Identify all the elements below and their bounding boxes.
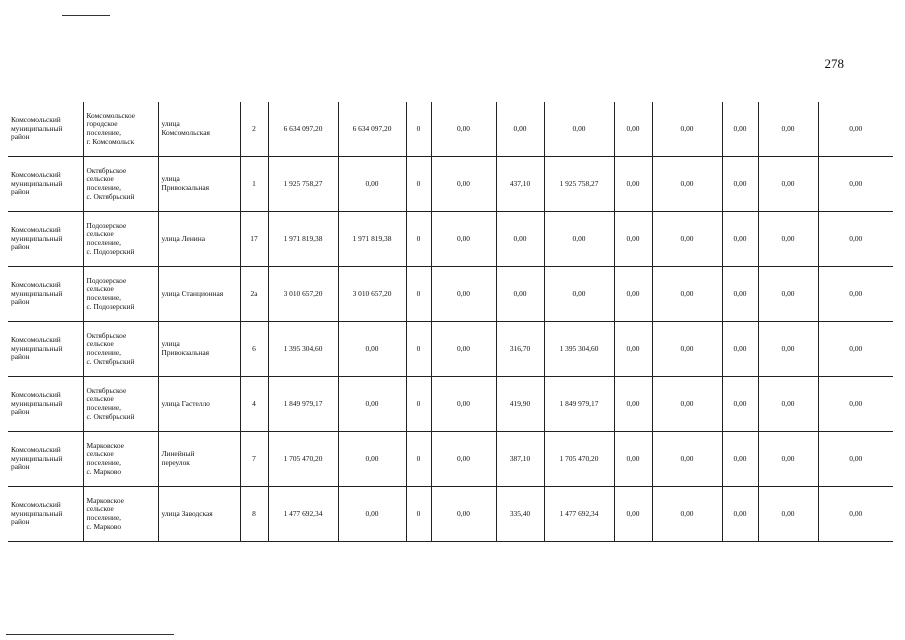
settlement-cell-line: с. Октябрьский xyxy=(86,191,135,201)
table-body xyxy=(8,102,893,542)
district-cell-line: Комсомольский xyxy=(11,335,61,345)
value-cell-3: 0 xyxy=(406,377,431,432)
settlement-cell-line: сельское xyxy=(86,229,114,239)
street-cell-line: Комсомольская xyxy=(161,128,210,137)
value-cell-7: 0,00 xyxy=(614,157,652,212)
house-number-cell: 17 xyxy=(240,212,268,267)
settlement-cell-line: сельское xyxy=(86,449,114,459)
value-cell-3: 0 xyxy=(406,212,431,267)
district-cell-line: район xyxy=(11,407,30,417)
settlement-cell-line: Марковское xyxy=(86,440,124,450)
value-cell-5: 419,90 xyxy=(496,377,544,432)
page-number: 278 xyxy=(824,56,844,71)
value-cell-4: 0,00 xyxy=(431,432,496,487)
value-cell-9: 0,00 xyxy=(722,212,758,267)
settlement-cell xyxy=(83,432,158,487)
house-number-cell: 2а xyxy=(240,267,268,322)
district-cell-line: район xyxy=(11,297,30,307)
district-cell-line: муниципальный xyxy=(11,288,63,298)
street-cell xyxy=(158,377,240,432)
settlement-cell-line: сельское xyxy=(86,174,114,184)
value-cell-3: 0 xyxy=(406,102,431,157)
value-cell-8: 0,00 xyxy=(652,157,722,212)
settlement-cell-line: сельское xyxy=(86,394,114,404)
settlement-cell-line: поселение, xyxy=(86,348,121,357)
settlement-cell-line: сельское xyxy=(86,284,114,294)
value-cell-11: 0,00 xyxy=(818,212,893,267)
district-cell-line: Комсомольский xyxy=(11,115,61,125)
street-cell-line: Привокзальная xyxy=(161,348,210,357)
value-cell-10: 0,00 xyxy=(758,157,818,212)
value-cell-8: 0,00 xyxy=(652,487,722,542)
value-cell-9: 0,00 xyxy=(722,157,758,212)
value-cell-7: 0,00 xyxy=(614,322,652,377)
district-cell xyxy=(8,157,83,212)
street-cell xyxy=(158,322,240,377)
street-cell xyxy=(158,487,240,542)
value-cell-9: 0,00 xyxy=(722,102,758,157)
value-cell-5: 0,00 xyxy=(496,267,544,322)
value-cell-6: 0,00 xyxy=(544,267,614,322)
district-cell-line: муниципальный xyxy=(11,233,63,243)
value-cell-2: 3 010 657,20 xyxy=(338,267,406,322)
value-cell-5: 316,70 xyxy=(496,322,544,377)
value-cell-7: 0,00 xyxy=(614,487,652,542)
district-cell-line: район xyxy=(11,132,30,142)
settlement-cell xyxy=(83,102,158,157)
value-cell-7: 0,00 xyxy=(614,432,652,487)
district-cell xyxy=(8,487,83,542)
value-cell-2: 0,00 xyxy=(338,322,406,377)
value-cell-10: 0,00 xyxy=(758,432,818,487)
street-cell-line: улица Заводская xyxy=(161,508,213,518)
value-cell-5: 0,00 xyxy=(496,102,544,157)
value-cell-10: 0,00 xyxy=(758,267,818,322)
value-cell-4: 0,00 xyxy=(431,267,496,322)
value-cell-6: 1 705 470,20 xyxy=(544,432,614,487)
value-cell-11: 0,00 xyxy=(818,487,893,542)
settlement-cell-line: Марковское xyxy=(86,495,124,505)
district-cell-line: район xyxy=(11,242,30,252)
value-cell-6: 1 925 758,27 xyxy=(544,157,614,212)
settlement-cell xyxy=(83,322,158,377)
value-cell-11: 0,00 xyxy=(818,267,893,322)
street-cell xyxy=(158,157,240,212)
value-cell-3: 0 xyxy=(406,487,431,542)
street-cell-line: улица xyxy=(161,174,180,184)
house-number-cell: 7 xyxy=(240,432,268,487)
value-cell-11: 0,00 xyxy=(818,377,893,432)
settlement-cell-line: поселение, xyxy=(86,458,121,467)
value-cell-2: 1 971 819,38 xyxy=(338,212,406,267)
settlement-cell-line: г. Комсомольск xyxy=(86,136,135,146)
value-cell-9: 0,00 xyxy=(722,322,758,377)
street-cell xyxy=(158,432,240,487)
value-cell-1: 1 971 819,38 xyxy=(268,212,338,267)
street-cell-line: Привокзальная xyxy=(161,183,210,192)
district-cell-line: Комсомольский xyxy=(11,280,61,290)
scan-mark-top xyxy=(62,15,110,16)
settlement-cell-line: поселение, xyxy=(86,238,121,247)
value-cell-7: 0,00 xyxy=(614,267,652,322)
value-cell-5: 335,40 xyxy=(496,487,544,542)
value-cell-6: 1 477 692,34 xyxy=(544,487,614,542)
value-cell-5: 437,10 xyxy=(496,157,544,212)
value-cell-3: 0 xyxy=(406,432,431,487)
settlement-cell xyxy=(83,212,158,267)
data-table xyxy=(8,102,893,542)
value-cell-2: 0,00 xyxy=(338,377,406,432)
district-cell-line: район xyxy=(11,187,30,197)
table-row xyxy=(8,322,893,377)
district-cell xyxy=(8,432,83,487)
value-cell-2: 0,00 xyxy=(338,487,406,542)
street-cell xyxy=(158,267,240,322)
settlement-cell-line: поселение, xyxy=(86,403,121,412)
settlement-cell xyxy=(83,377,158,432)
settlement-cell-line: с. Марково xyxy=(86,521,122,531)
value-cell-1: 6 634 097,20 xyxy=(268,102,338,157)
settlement-cell-line: поселение, xyxy=(86,293,121,302)
scan-mark-bottom xyxy=(6,634,174,635)
value-cell-6: 0,00 xyxy=(544,212,614,267)
district-cell-line: район xyxy=(11,517,30,527)
district-cell xyxy=(8,212,83,267)
value-cell-4: 0,00 xyxy=(431,157,496,212)
street-cell-line: улица xyxy=(161,339,180,349)
street-cell xyxy=(158,102,240,157)
settlement-cell-line: Октябрьское xyxy=(86,385,127,395)
value-cell-4: 0,00 xyxy=(431,322,496,377)
table-row xyxy=(8,377,893,432)
value-cell-10: 0,00 xyxy=(758,322,818,377)
district-cell-line: муниципальный xyxy=(11,398,63,408)
settlement-cell-line: Комсомольское xyxy=(86,110,136,120)
value-cell-7: 0,00 xyxy=(614,102,652,157)
table-row xyxy=(8,212,893,267)
value-cell-6: 1 849 979,17 xyxy=(544,377,614,432)
value-cell-8: 0,00 xyxy=(652,212,722,267)
value-cell-4: 0,00 xyxy=(431,377,496,432)
settlement-cell-line: сельское xyxy=(86,339,114,349)
district-cell-line: Комсомольский xyxy=(11,390,61,400)
district-cell xyxy=(8,322,83,377)
house-number-cell: 1 xyxy=(240,157,268,212)
settlement-cell-line: поселение, xyxy=(86,513,121,522)
value-cell-9: 0,00 xyxy=(722,487,758,542)
district-cell-line: муниципальный xyxy=(11,508,63,518)
value-cell-2: 0,00 xyxy=(338,432,406,487)
value-cell-9: 0,00 xyxy=(722,377,758,432)
value-cell-2: 0,00 xyxy=(338,157,406,212)
value-cell-3: 0 xyxy=(406,267,431,322)
street-cell-line: улица Станционная xyxy=(161,288,224,298)
value-cell-6: 0,00 xyxy=(544,102,614,157)
table-row xyxy=(8,487,893,542)
settlement-cell-line: сельское xyxy=(86,504,114,514)
value-cell-1: 1 477 692,34 xyxy=(268,487,338,542)
street-cell-line: Линейный xyxy=(161,449,195,459)
value-cell-11: 0,00 xyxy=(818,157,893,212)
street-cell-line: улица Гастелло xyxy=(161,398,210,408)
value-cell-8: 0,00 xyxy=(652,432,722,487)
value-cell-1: 3 010 657,20 xyxy=(268,267,338,322)
settlement-cell xyxy=(83,267,158,322)
district-cell-line: муниципальный xyxy=(11,343,63,353)
table-row xyxy=(8,102,893,157)
table-row xyxy=(8,267,893,322)
value-cell-7: 0,00 xyxy=(614,212,652,267)
value-cell-1: 1 395 304,60 xyxy=(268,322,338,377)
value-cell-10: 0,00 xyxy=(758,102,818,157)
table-row xyxy=(8,157,893,212)
value-cell-9: 0,00 xyxy=(722,432,758,487)
settlement-cell-line: поселение, xyxy=(86,128,121,137)
house-number-cell: 4 xyxy=(240,377,268,432)
settlement-cell-line: Подозерское xyxy=(86,275,127,285)
district-cell-line: муниципальный xyxy=(11,453,63,463)
value-cell-8: 0,00 xyxy=(652,102,722,157)
value-cell-11: 0,00 xyxy=(818,432,893,487)
settlement-cell-line: с. Октябрьский xyxy=(86,411,135,421)
settlement-cell xyxy=(83,487,158,542)
district-cell xyxy=(8,377,83,432)
value-cell-8: 0,00 xyxy=(652,267,722,322)
value-cell-8: 0,00 xyxy=(652,322,722,377)
district-cell-line: Комсомольский xyxy=(11,500,61,510)
street-cell xyxy=(158,212,240,267)
value-cell-8: 0,00 xyxy=(652,377,722,432)
district-cell-line: Комсомольский xyxy=(11,170,61,180)
street-cell-line: улица Ленина xyxy=(161,233,205,243)
district-cell-line: муниципальный xyxy=(11,123,63,133)
district-cell-line: район xyxy=(11,352,30,362)
street-cell-line: улица xyxy=(161,119,180,129)
value-cell-4: 0,00 xyxy=(431,102,496,157)
house-number-cell: 8 xyxy=(240,487,268,542)
district-cell xyxy=(8,102,83,157)
settlement-cell-line: с. Подозерский xyxy=(86,246,135,256)
value-cell-1: 1 849 979,17 xyxy=(268,377,338,432)
house-number-cell: 2 xyxy=(240,102,268,157)
value-cell-2: 6 634 097,20 xyxy=(338,102,406,157)
settlement-cell-line: Октябрьское xyxy=(86,165,127,175)
value-cell-3: 0 xyxy=(406,157,431,212)
value-cell-10: 0,00 xyxy=(758,377,818,432)
house-number-cell: 6 xyxy=(240,322,268,377)
value-cell-1: 1 705 470,20 xyxy=(268,432,338,487)
district-cell-line: Комсомольский xyxy=(11,225,61,235)
settlement-cell-line: с. Подозерский xyxy=(86,301,135,311)
value-cell-10: 0,00 xyxy=(758,212,818,267)
value-cell-4: 0,00 xyxy=(431,212,496,267)
district-cell-line: район xyxy=(11,462,30,472)
district-cell-line: муниципальный xyxy=(11,178,63,188)
value-cell-11: 0,00 xyxy=(818,102,893,157)
settlement-cell-line: с. Марково xyxy=(86,466,122,476)
value-cell-10: 0,00 xyxy=(758,487,818,542)
value-cell-6: 1 395 304,60 xyxy=(544,322,614,377)
table-row xyxy=(8,432,893,487)
settlement-cell-line: Октябрьское xyxy=(86,330,127,340)
settlement-cell xyxy=(83,157,158,212)
value-cell-11: 0,00 xyxy=(818,322,893,377)
street-cell-line: переулок xyxy=(161,458,190,467)
value-cell-3: 0 xyxy=(406,322,431,377)
value-cell-7: 0,00 xyxy=(614,377,652,432)
settlement-cell-line: поселение, xyxy=(86,183,121,192)
value-cell-1: 1 925 758,27 xyxy=(268,157,338,212)
value-cell-9: 0,00 xyxy=(722,267,758,322)
settlement-cell-line: городское xyxy=(86,119,118,129)
settlement-cell-line: с. Октябрьский xyxy=(86,356,135,366)
value-cell-4: 0,00 xyxy=(431,487,496,542)
district-cell xyxy=(8,267,83,322)
value-cell-5: 0,00 xyxy=(496,212,544,267)
district-cell-line: Комсомольский xyxy=(11,445,61,455)
settlement-cell-line: Подозерское xyxy=(86,220,127,230)
value-cell-5: 387,10 xyxy=(496,432,544,487)
